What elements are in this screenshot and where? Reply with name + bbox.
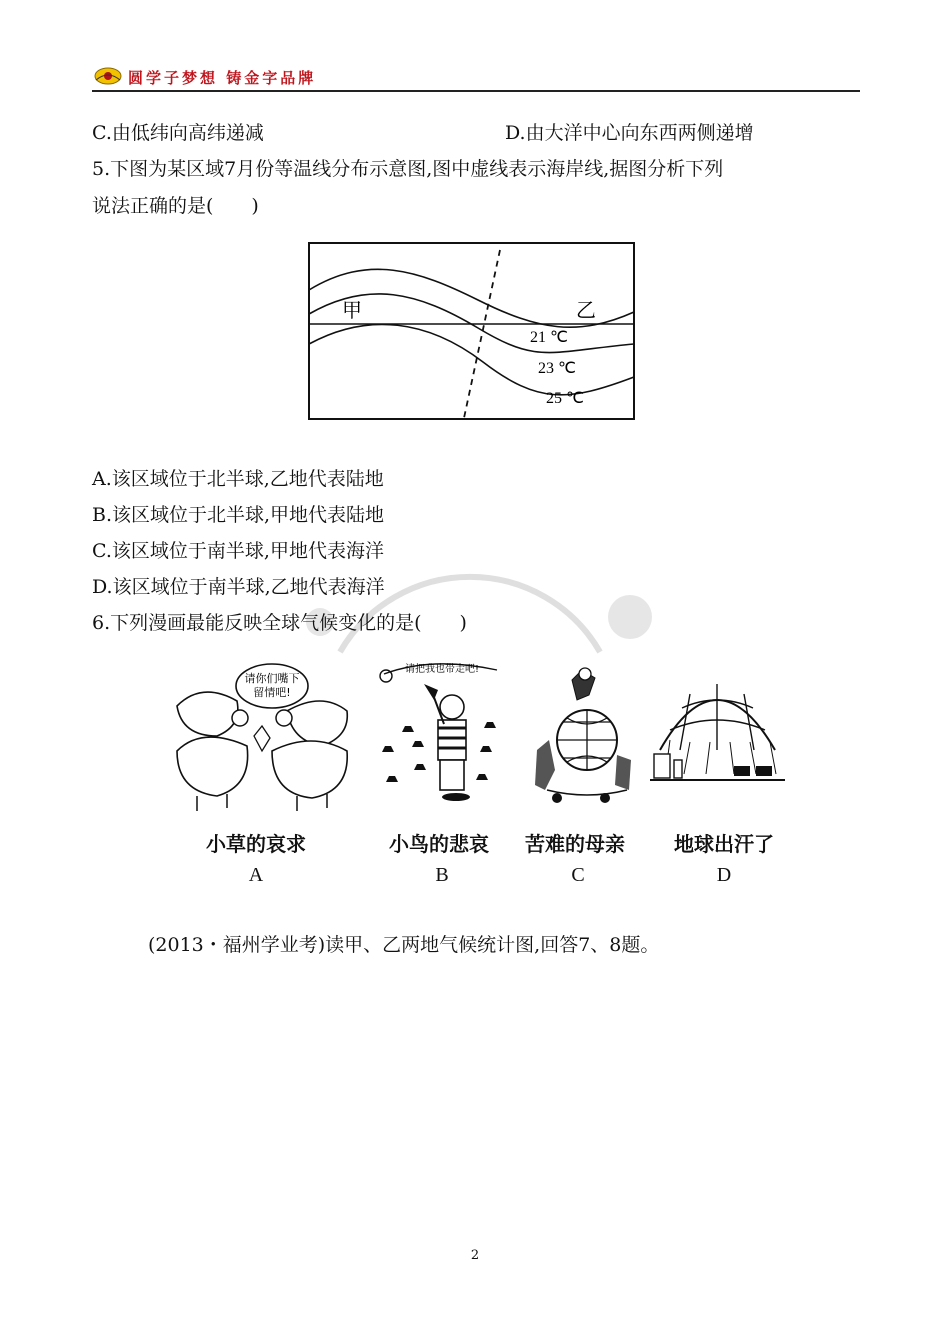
cartoon-b-woodcutter [372, 652, 512, 812]
q4-option-c: C.由低纬向高纬递减 [92, 122, 264, 144]
q5-stem-line1: 5.下图为某区域7月份等温线分布示意图,图中虚线表示海岸线,据图分析下列 [92, 158, 724, 180]
brand-logo-icon [94, 66, 122, 86]
isotherm-label-25: 25 ℃ [546, 390, 584, 407]
cartoon-c-letter: C [571, 864, 585, 886]
cartoon-b-letter: B [435, 864, 449, 886]
isotherm-label-21: 21 ℃ [530, 329, 568, 346]
page-header [92, 62, 860, 92]
label-yi: 乙 [576, 298, 596, 322]
page-number: 2 [470, 1248, 480, 1263]
q5-option-c: C.该区域位于南半球,甲地代表海洋 [92, 540, 384, 562]
label-jia: 甲 [342, 298, 362, 322]
q5-option-d: D.该区域位于南半球,乙地代表海洋 [92, 576, 385, 598]
cartoon-a-sheep [172, 656, 352, 816]
cartoon-c-title: 苦难的母亲 [525, 832, 625, 856]
cartoon-a-letter: A [248, 864, 264, 886]
brand-slogan: 圆学子梦想 铸金字品牌 [128, 69, 317, 87]
isotherm-diagram [308, 242, 636, 422]
cartoon-b-speech: 请把我也带走吧! [404, 664, 480, 675]
q6-stem: 6.下列漫画最能反映全球气候变化的是( ) [92, 612, 467, 634]
q4-option-d: D.由大洋中心向东西两侧递增 [505, 122, 754, 144]
cartoon-b-title: 小鸟的悲哀 [389, 832, 489, 856]
cartoon-d-letter: D [716, 864, 732, 886]
q5-stem-line2: 说法正确的是( ) [92, 195, 259, 217]
q5-option-b: B.该区域位于北半球,甲地代表陆地 [92, 504, 385, 526]
cartoon-a-speech: 请你们嘴下 [244, 672, 300, 685]
cartoon-c-globe-mother [527, 660, 637, 810]
svg-text:留情吧!: 留情吧! [253, 686, 291, 699]
q5-option-a: A.该区域位于北半球,乙地代表陆地 [92, 468, 384, 490]
isotherm-label-23: 23 ℃ [538, 360, 576, 377]
cartoon-a-title: 小草的哀求 [206, 832, 306, 856]
cartoon-d-sweating-earth [650, 670, 785, 790]
cartoon-d-title: 地球出汗了 [674, 832, 774, 856]
q7-8-intro: (2013・福州学业考)读甲、乙两地气候统计图,回答7、8题。 [148, 934, 660, 956]
